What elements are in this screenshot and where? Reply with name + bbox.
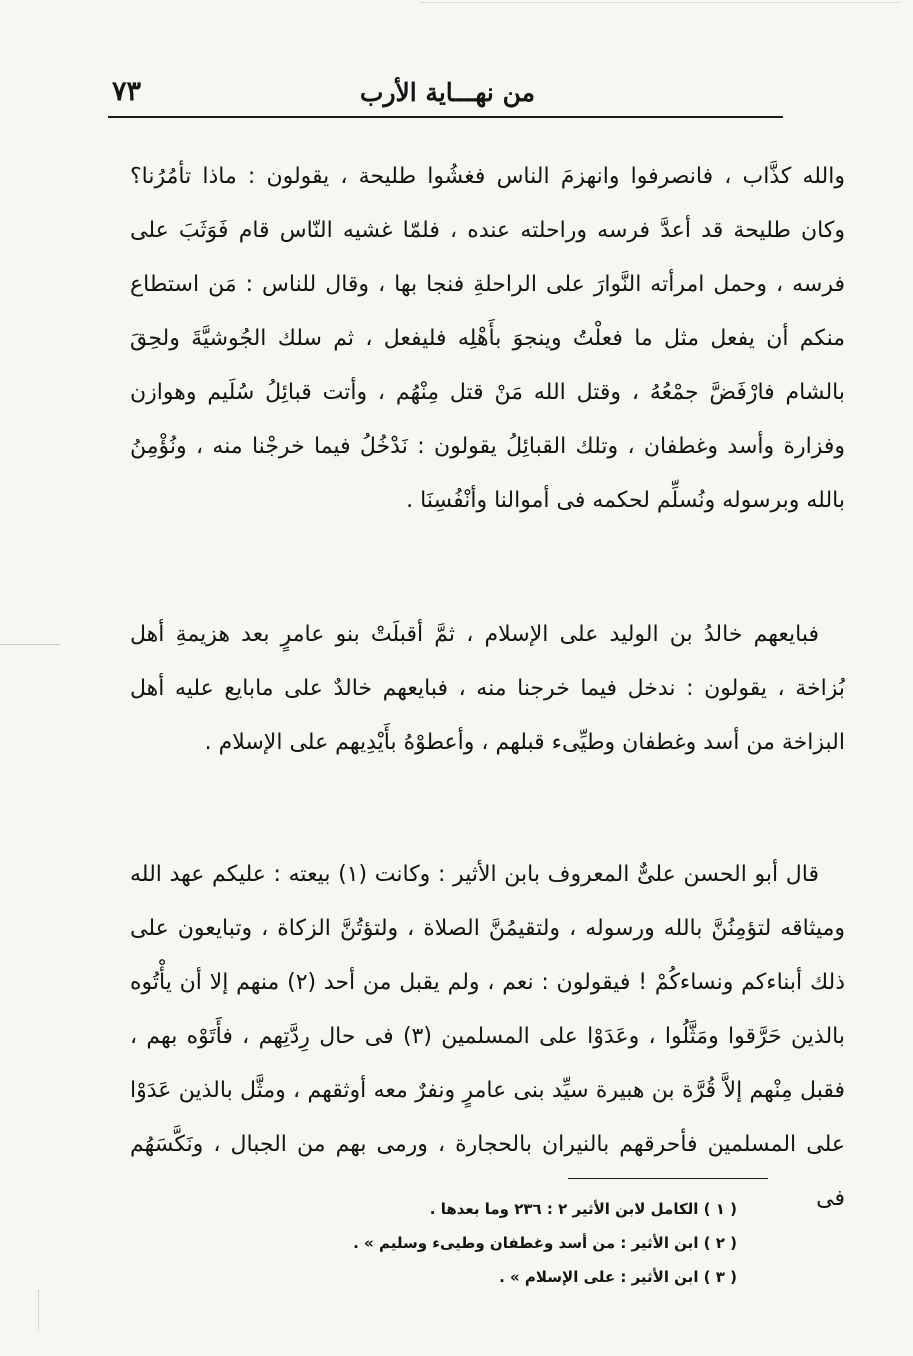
header-rule — [108, 116, 783, 118]
footnote-2: ( ٢ ) ابن الأثير : من أسد وغطفان وطيىء وسليم » . — [353, 1234, 737, 1252]
footnote-1: ( ١ ) الكامل لابن الأثير ٢ : ٢٣٦ وما بعدها . — [429, 1200, 737, 1218]
scan-margin-mark — [0, 644, 60, 645]
paragraph-1: والله كذَّاب ، فانصرفوا وانهزمَ الناس فغشُوا طليحة ، يقولون : ماذا تأمُرُنا؟ وكان طليحة قد أعدَّ فرسه وراحلته عنده ، فلمّا غشيه النّاس قام فَوَثَبَ على فرسه ، وحمل امرأته النَّوارَ على الراحلةِ فنجا بها ، وقال للناس : مَن استطاع منكم أن يفعل مثل ما فعلْتُ وينجوَ بأَهْلِه فليفعل ، ثم سلك الجُوشيَّةَ ولحِقَ بالشام فارْفَضَّ جمْعُهُ ، وقتل الله مَنْ قتل مِنْهُم ، وأتت قبائِلُ سُلَيم وهوازن وفزارة وأسد وغطفان ، وتلك القبائِلُ يقولون : نَدْخُلُ فيما خرجْنا منه ، ونُؤْمِنُ بالله وبرسوله ونُسلِّم لحكمه فى أموالنا وأنْفُسِنَا . — [130, 164, 845, 513]
main-text — [130, 150, 845, 1226]
page-number: ٧٣ — [112, 76, 142, 107]
paragraph-2: فبايعهم خالدُ بن الوليد على الإسلام ، ثمَّ أقبلَتْ بنو عامرٍ بعد هزيمةِ أهل بُزاخة ، يقولون : ندخل فيما خرجنا منه ، فبايعهم خالدٌ على مابايع عليه أهل البزاخة من أسد وغطفان وطيِّىء قبلهم ، وأعطوْهُ بأَيْدِيهم على الإسلام . — [130, 622, 845, 755]
scan-speckles — [38, 1290, 41, 1330]
scan-edge-mark — [420, 2, 900, 3]
running-title: من نهـــاية الأرب — [359, 78, 535, 107]
page-header — [108, 74, 783, 118]
footnote-3: ( ٣ ) ابن الأثير : على الإسلام » . — [499, 1268, 737, 1286]
footnotes — [317, 1192, 737, 1294]
footnote-separator — [568, 1178, 768, 1179]
paragraph-3: قال أبو الحسن علىٌّ المعروف بابن الأثير : وكانت (١) بيعته : عليكم عهد الله وميثاقه لتؤمِنُنَّ بالله ورسوله ، ولتقيمُنَّ الصلاة ، ولتؤتُنَّ الزكاة ، وتبايعون على ذلك أبناءكم ونساءكُمْ ! فيقولون : نعم ، ولم يقبل من أحد (٢) منهم إلا أن يأْتُوه بالذين حَرَّقوا ومَثَّلُوا ، وعَدَوْا على المسلمين (٣) فى حال رِدَّتِهم ، فأَتَوْه بهم ، فقبل مِنْهم إلاَّ قُرَّة بن هبيرة سيِّد بنى عامرٍ ونفرٌ معه أوثقهم ، ومثَّل بالذين عَدَوْا على المسلمين فأحرقهم بالنيران بالحجارة ، ورمى بهم من الجبال ، ونَكَّسَهُم فى — [130, 862, 845, 1211]
